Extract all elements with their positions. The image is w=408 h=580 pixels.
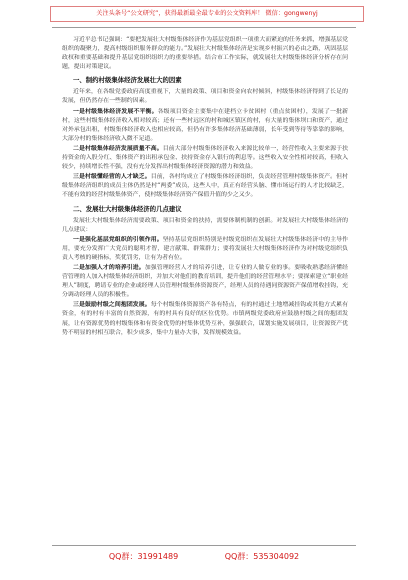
page-footer xyxy=(0,551,408,563)
promo-banner[interactable]: 关注头条号“公文研究”，获得最新最全最专业的公文资料库！ 微信：gongwenyj xyxy=(50,6,364,22)
factor-text-2: 目前大部分村级集体经济收入来源比较单一，经营性收入主要来源于扶持资金的入股分红、集体资产的出租承包金、扶持资金存入银行的利息等。这些收入安全性相对较高，但收入较少，持续增长性不强，没有充分发挥出村级集体经济资源的潜力和效益。 xyxy=(62,145,348,171)
section-heading-factors: 一、制约村级集体经济发展壮大的因素 xyxy=(73,76,182,85)
suggestion-text-3: 每个村级集体资源资产各有特点，有的村通过土地增减挂钩或其他方式累有资金，有的村有丰富的自然资源，有的村具有良好的区位优势。市镇两级党委政府应鼓励村级之间的抱团发展，让有资源优势的村级集体和有资金优势的村集体优势互补，强强联合，谋划实施发展项目，让资源资产优势不明显的村相互联合，积少成多，集中力量办大事，发挥规模效益。 xyxy=(62,302,349,336)
section2-intro: 发展壮大村级集体经济需要政策、项目和资金的扶持，需要体制机制的创新。对发展壮大村级集体经济的几点建议： xyxy=(62,217,348,233)
suggestion-lead-1: 一是强化基层党组织的引领作用。 xyxy=(73,236,163,243)
section1-intro: 近年来，在各级党委政府高度重视下，大量的政策、项目和资金向农村倾斜，村级集体经济得到了长足的发展，但仍然存在一些制约因素。 xyxy=(62,89,348,105)
intro-paragraph: 习近平总书记强调：“要把发展壮大村级集体经济作为基层党组织一项重大而紧迫的任务来抓，增强基层党组织的凝聚力，提高村级组织服务群众的能力。”发展壮大村级集体经济是实现乡村振兴的必由之路，巩固基层政权和重要基础和提升基层党组织组织力的重要举措。结合市工作实际，就发展壮大村级集体经济分析存在问题，提出对策建议。 xyxy=(62,37,348,71)
suggestion-lead-2: 二是加强人才的培养引进。 xyxy=(73,264,145,271)
suggestion-paragraph-2 xyxy=(62,264,348,300)
suggestion-text-1: 坚持基层党组织特别是村级党组织在发展壮大村级集体经济中的主导作用，要充分发挥广大党员的聪明才智，建言献策、群策群力；要将发展壮大村级集体经济作为对村级党组织负责人考核的硬指标，奖优罚劣，让有为者有位。 xyxy=(62,236,348,261)
footer-divider xyxy=(52,545,356,546)
suggestion-paragraph-1 xyxy=(62,236,348,263)
suggestion-text-2: 加强管理经营人才的培养引进，让专业的人做专业的事。要吸收熟悉经济懂经营管理的人加入村级集体经济组织，并加大对他们的教育培训，提升他们的经营管理水平；要探索建立“职业经理人”制度，聘请专业的企业或经理人员管理村级集体资源资产，经理人员的待遇同资源资产保值增收挂钩，充分调动经理人员的积极性。 xyxy=(62,264,349,299)
factor-paragraph-2 xyxy=(62,145,348,172)
factor-paragraph-1 xyxy=(62,108,348,144)
factor-paragraph-3 xyxy=(62,173,348,200)
qq-group-1[interactable]: QQ群：31991489 xyxy=(108,552,179,561)
factor-text-1: 各级项目资金主要集中在建档立卡贫困村（重点贫困村），发展了一批新村，这些村级集体经济收入相对较高；还有一些村远区的村和城区镇区的村，有大量的集体坝口和资产，通过对外承包出租，村级集体经济收入也相应较高，但仍有许多集体经济基础薄弱，长年受到等待等靠靠的影响，大部分村的集体经济收入微不足道。 xyxy=(62,108,348,142)
factor-lead-2: 二是村级集体经济发展质量不高。 xyxy=(73,145,163,152)
header-divider xyxy=(52,27,356,28)
suggestion-paragraph-3 xyxy=(62,301,348,337)
factor-text-3: 目前，各村均成立了村级集体经济组织，负责经营管理村级集体资产。但村级集体经济组织的成员主体仍然是村“两委”成员，这些人中，真正有经营头脑、懂市场运行的人才比较缺乏，不能有效的经营村级集体资产，使村级集体经济资产保值升值的少之又少。 xyxy=(62,174,349,199)
article-body xyxy=(62,36,348,339)
qq-group-2[interactable]: QQ群：535304092 xyxy=(224,552,300,561)
section-heading-suggestions: 二、发展壮大村级集体经济的几点建议 xyxy=(73,204,182,213)
factor-lead-1: 一是村级集体经济发展不平衡。 xyxy=(73,108,158,115)
factor-lead-3: 三是村级懂经营的人才缺乏。 xyxy=(73,174,151,181)
suggestion-lead-3: 三是鼓励村级之间抱团发展。 xyxy=(73,302,151,309)
